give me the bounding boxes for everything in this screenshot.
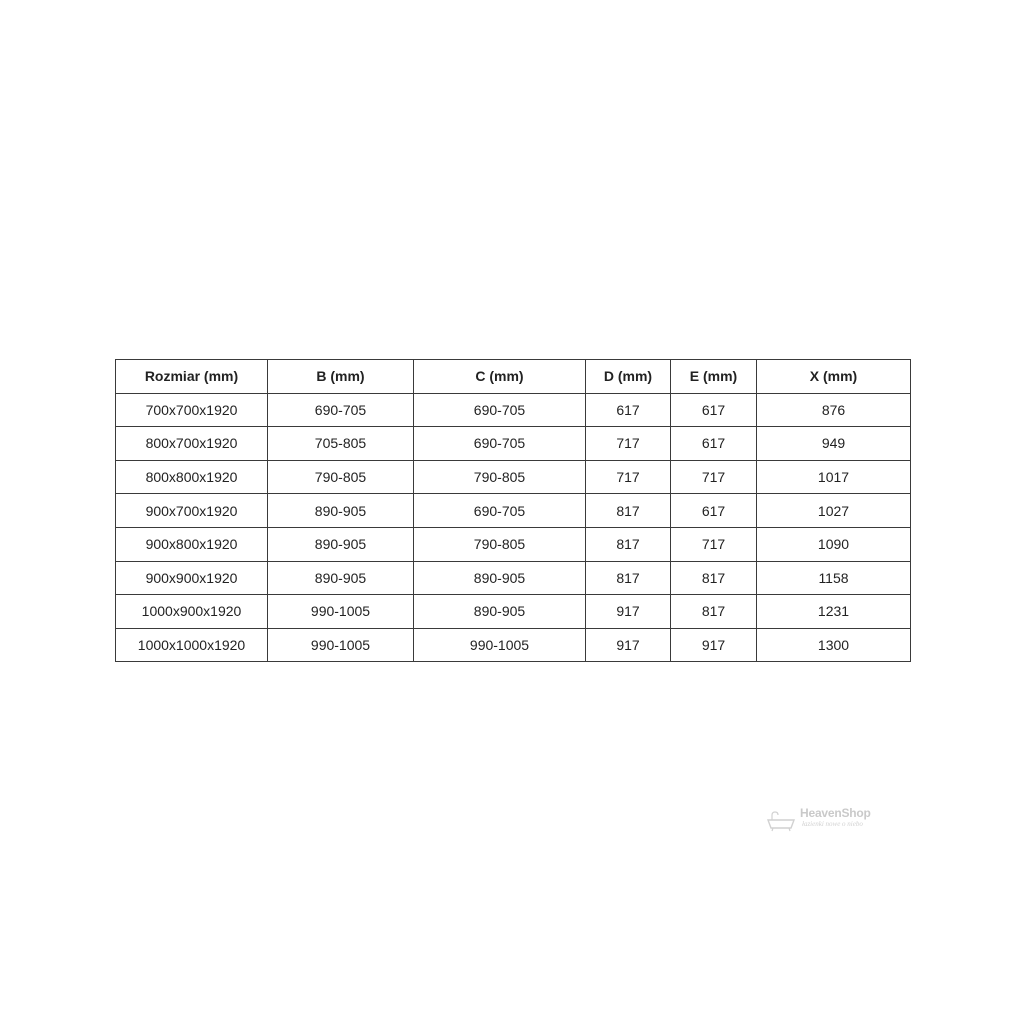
header-cell-c: C (mm) (414, 360, 586, 394)
table-cell: 1158 (757, 561, 911, 595)
table-cell: 900x900x1920 (116, 561, 268, 595)
table-cell: 900x800x1920 (116, 527, 268, 561)
table-cell: 1017 (757, 460, 911, 494)
table-row (116, 628, 911, 662)
header-cell-b: B (mm) (268, 360, 414, 394)
table-cell: 690-705 (414, 427, 586, 461)
header-cell-d: D (mm) (586, 360, 671, 394)
table-header (116, 360, 911, 394)
table-cell: 690-705 (268, 393, 414, 427)
watermark-tagline: łazienki nowe o niebo (802, 820, 863, 828)
table-row (116, 527, 911, 561)
table-cell: 1090 (757, 527, 911, 561)
table-cell: 890-905 (268, 561, 414, 595)
table-cell: 690-705 (414, 494, 586, 528)
table-cell: 1300 (757, 628, 911, 662)
table-cell: 617 (671, 494, 757, 528)
table-cell: 717 (671, 460, 757, 494)
table-cell: 817 (586, 494, 671, 528)
table-row (116, 460, 911, 494)
header-row (116, 360, 911, 394)
table-cell: 817 (671, 561, 757, 595)
table-cell: 900x700x1920 (116, 494, 268, 528)
table-cell: 717 (586, 460, 671, 494)
table-cell: 1000x900x1920 (116, 595, 268, 629)
table-row (116, 494, 911, 528)
table-cell: 876 (757, 393, 911, 427)
table-cell: 717 (586, 427, 671, 461)
table-cell: 800x800x1920 (116, 460, 268, 494)
table-cell: 990-1005 (414, 628, 586, 662)
header-cell-e: E (mm) (671, 360, 757, 394)
table-cell: 1027 (757, 494, 911, 528)
table-cell: 617 (671, 427, 757, 461)
table-cell: 790-805 (414, 460, 586, 494)
table-cell: 800x700x1920 (116, 427, 268, 461)
table-cell: 917 (586, 628, 671, 662)
table-cell: 705-805 (268, 427, 414, 461)
table-row (116, 393, 911, 427)
table-cell: 617 (586, 393, 671, 427)
table-row (116, 427, 911, 461)
table-cell: 617 (671, 393, 757, 427)
table-cell: 890-905 (268, 494, 414, 528)
watermark-brand: HeavenShop (800, 806, 871, 820)
table-cell: 949 (757, 427, 911, 461)
table-cell: 790-805 (414, 527, 586, 561)
heavenshop-watermark (766, 806, 876, 832)
table-cell: 790-805 (268, 460, 414, 494)
table-cell: 990-1005 (268, 595, 414, 629)
table-cell: 917 (586, 595, 671, 629)
table-cell: 890-905 (268, 527, 414, 561)
header-cell-rozmiar: Rozmiar (mm) (116, 360, 268, 394)
table-cell: 1000x1000x1920 (116, 628, 268, 662)
table-cell: 1231 (757, 595, 911, 629)
table-cell: 690-705 (414, 393, 586, 427)
table-cell: 817 (671, 595, 757, 629)
header-cell-x: X (mm) (757, 360, 911, 394)
table-cell: 890-905 (414, 561, 586, 595)
table-cell: 817 (586, 561, 671, 595)
table-body (116, 393, 911, 662)
table-cell: 717 (671, 527, 757, 561)
bathtub-icon (766, 810, 796, 832)
table-row (116, 561, 911, 595)
table-cell: 890-905 (414, 595, 586, 629)
table-cell: 817 (586, 527, 671, 561)
size-table (115, 359, 911, 662)
table-cell: 700x700x1920 (116, 393, 268, 427)
table-cell: 917 (671, 628, 757, 662)
table-row (116, 595, 911, 629)
table-cell: 990-1005 (268, 628, 414, 662)
